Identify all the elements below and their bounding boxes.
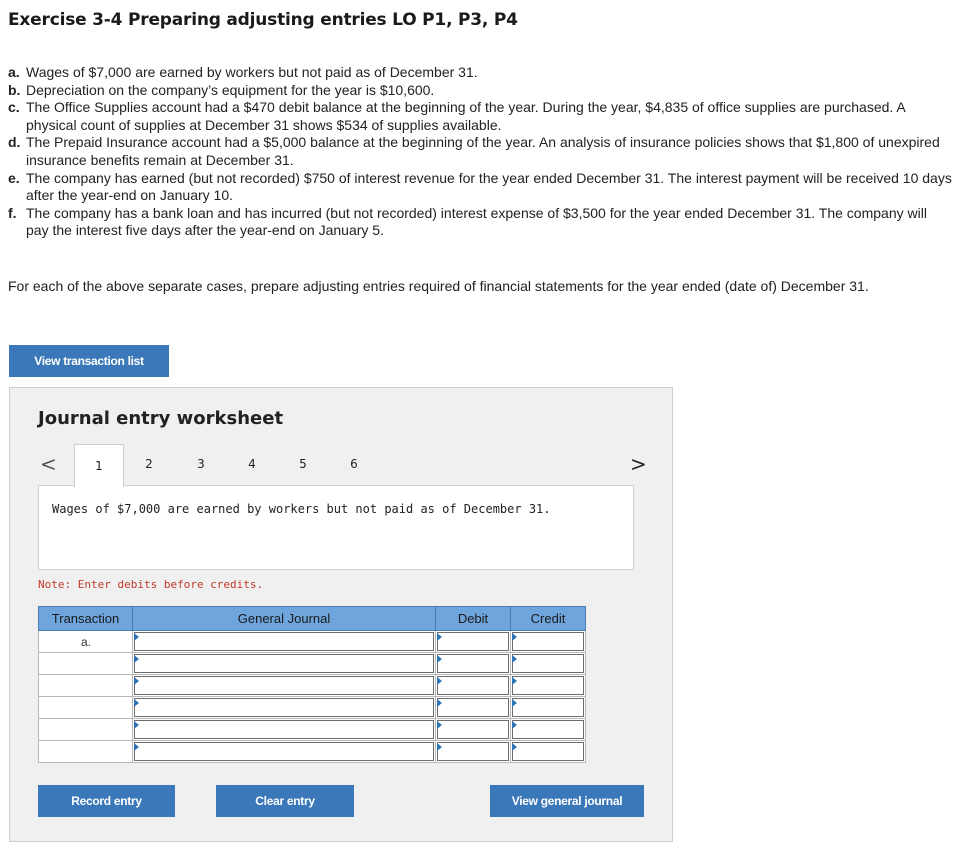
item-label: e. — [8, 169, 20, 186]
chevron-right-icon[interactable]: > — [630, 452, 647, 476]
transaction-cell — [39, 675, 133, 697]
journal-table — [38, 606, 586, 763]
debit-input[interactable] — [436, 675, 511, 697]
tab-1[interactable]: 1 — [74, 444, 124, 487]
account-field[interactable] — [134, 654, 434, 673]
account-select[interactable] — [133, 741, 436, 763]
input-marker-icon — [437, 743, 442, 751]
dropdown-arrow-icon — [134, 743, 139, 751]
header-debit: Debit — [436, 607, 511, 631]
note-text: Note: Enter debits before credits. — [38, 578, 264, 591]
input-marker-icon — [512, 721, 517, 729]
input-marker-icon — [437, 721, 442, 729]
item-label: b. — [8, 81, 21, 98]
item-text: The Prepaid Insurance account had a $5,000 balance at the beginning of the year. An analysis of insurance policies shows that $1,800 of unexpired insurance benefits remain at December 31. — [26, 134, 940, 168]
table-row — [39, 631, 586, 653]
credit-input[interactable] — [511, 697, 586, 719]
table-row — [39, 741, 586, 763]
input-marker-icon — [437, 699, 442, 707]
header-credit: Credit — [511, 607, 586, 631]
table-row — [39, 675, 586, 697]
credit-input[interactable] — [511, 741, 586, 763]
credit-field[interactable] — [512, 632, 584, 651]
problem-item-f — [8, 205, 952, 240]
debit-input[interactable] — [436, 631, 511, 653]
dropdown-arrow-icon — [134, 633, 139, 641]
clear-entry-button[interactable]: Clear entry — [216, 785, 354, 817]
problem-item-b — [8, 82, 952, 100]
item-label: d. — [8, 134, 21, 151]
dropdown-arrow-icon — [134, 655, 139, 663]
worksheet-title: Journal entry worksheet — [38, 408, 284, 429]
item-label: c. — [8, 99, 20, 116]
tab-6[interactable]: 6 — [350, 457, 358, 471]
record-entry-button[interactable]: Record entry — [38, 785, 175, 817]
credit-field[interactable] — [512, 698, 584, 717]
debit-input[interactable] — [436, 719, 511, 741]
dropdown-arrow-icon — [134, 677, 139, 685]
problem-item-d — [8, 134, 952, 169]
account-field[interactable] — [134, 698, 434, 717]
transaction-description-box — [38, 485, 634, 570]
debit-field[interactable] — [437, 720, 509, 739]
account-field[interactable] — [134, 676, 434, 695]
transaction-cell — [39, 653, 133, 675]
item-text: Wages of $7,000 are earned by workers but not paid as of December 31. — [26, 64, 478, 80]
tab-2[interactable]: 2 — [145, 457, 153, 471]
input-marker-icon — [437, 677, 442, 685]
account-select[interactable] — [133, 631, 436, 653]
account-field[interactable] — [134, 720, 434, 739]
item-text: Depreciation on the company’s equipment for the year is $10,600. — [26, 81, 435, 98]
debit-input[interactable] — [436, 741, 511, 763]
table-row — [39, 719, 586, 741]
item-text: The company has a bank loan and has incurred (but not recorded) interest expense of $3,500 for the year ended December 31. The company will pay the interest five days after the year-end on January 5. — [26, 204, 927, 239]
credit-field[interactable] — [512, 720, 584, 739]
account-field[interactable] — [134, 742, 434, 761]
table-row — [39, 697, 586, 719]
table-row — [39, 653, 586, 675]
page-title: Exercise 3-4 Preparing adjusting entries LO P1, P3, P4 — [8, 10, 518, 30]
dropdown-arrow-icon — [134, 721, 139, 729]
instructions-text: For each of the above separate cases, prepare adjusting entries required of financial statements for the year ended (date of) December 31. — [8, 278, 869, 294]
transaction-cell: a. — [39, 631, 133, 653]
journal-entry-worksheet — [9, 387, 673, 842]
input-marker-icon — [512, 633, 517, 641]
item-text: The company has earned (but not recorded) $750 of interest revenue for the year ended December 31. The interest payment will be received 10 days after the year-end on January 10. — [26, 169, 952, 204]
debit-field[interactable] — [437, 742, 509, 761]
problem-item-e — [8, 170, 952, 205]
tab-4[interactable]: 4 — [248, 457, 256, 471]
transaction-cell — [39, 697, 133, 719]
chevron-left-icon[interactable]: < — [40, 452, 57, 476]
credit-field[interactable] — [512, 654, 584, 673]
input-marker-icon — [512, 655, 517, 663]
debit-field[interactable] — [437, 654, 509, 673]
input-marker-icon — [512, 699, 517, 707]
debit-field[interactable] — [437, 676, 509, 695]
account-select[interactable] — [133, 653, 436, 675]
header-transaction: Transaction — [39, 607, 133, 631]
tab-5[interactable]: 5 — [299, 457, 307, 471]
item-label: a. — [8, 64, 20, 80]
transaction-cell — [39, 741, 133, 763]
view-transaction-list-button[interactable]: View transaction list — [9, 345, 169, 377]
credit-field[interactable] — [512, 742, 584, 761]
view-general-journal-button[interactable]: View general journal — [490, 785, 644, 817]
problem-item-a — [8, 64, 952, 82]
problem-items-list — [8, 64, 952, 240]
item-label: f. — [8, 204, 17, 221]
input-marker-icon — [512, 743, 517, 751]
debit-field[interactable] — [437, 698, 509, 717]
account-field[interactable] — [134, 632, 434, 651]
tab-3[interactable]: 3 — [197, 457, 205, 471]
debit-input[interactable] — [436, 653, 511, 675]
credit-input[interactable] — [511, 631, 586, 653]
account-select[interactable] — [133, 719, 436, 741]
transaction-cell — [39, 719, 133, 741]
transaction-description: Wages of $7,000 are earned by workers but not paid as of December 31. — [52, 502, 551, 516]
dropdown-arrow-icon — [134, 699, 139, 707]
problem-item-c — [8, 99, 952, 134]
header-general-journal: General Journal — [133, 607, 436, 631]
debit-field[interactable] — [437, 632, 509, 651]
debit-input[interactable] — [436, 697, 511, 719]
credit-input[interactable] — [511, 719, 586, 741]
account-select[interactable] — [133, 675, 436, 697]
credit-field[interactable] — [512, 676, 584, 695]
item-text: The Office Supplies account had a $470 debit balance at the beginning of the year. During the year, $4,835 of office supplies are purchased. A physical count of supplies at December 31 shows $534 of supplies available. — [26, 99, 905, 133]
input-marker-icon — [512, 677, 517, 685]
input-marker-icon — [437, 633, 442, 641]
credit-input[interactable] — [511, 653, 586, 675]
credit-input[interactable] — [511, 675, 586, 697]
input-marker-icon — [437, 655, 442, 663]
account-select[interactable] — [133, 697, 436, 719]
journal-table-header — [39, 607, 586, 631]
